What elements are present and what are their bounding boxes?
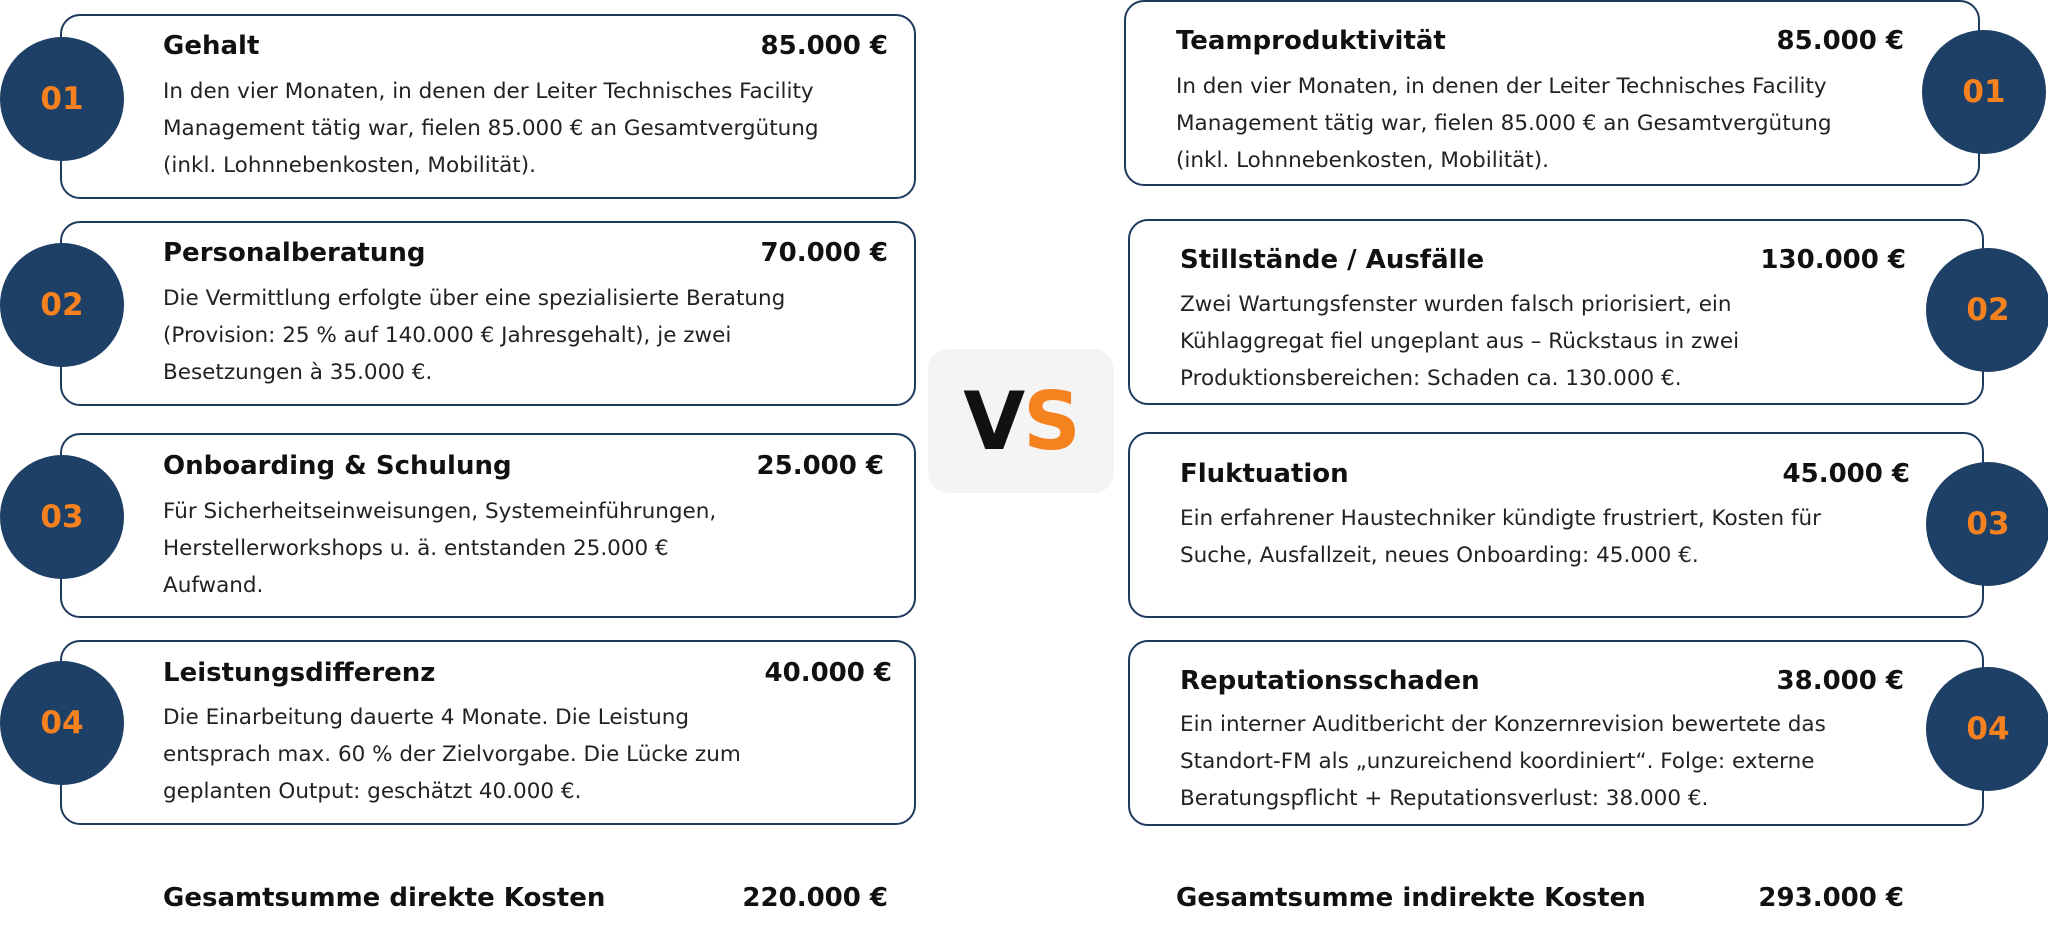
right-number-badge-3: 03: [1926, 462, 2048, 586]
versus-letter-s: S: [1023, 374, 1079, 468]
left-item-description-1: In den vier Monaten, in denen der Leiter Technisches Facility Management tätig war, fielen 85.000 € an Gesamtvergütung (inkl. Lohnnebenkosten, Mobilität).: [163, 79, 819, 178]
total-indirect-costs-value: 293.000 €: [1758, 883, 1904, 913]
left-item-title-2: Personalberatung: [163, 238, 426, 268]
left-item-description-4: Die Einarbeitung dauerte 4 Monate. Die Leistung entsprach max. 60 % der Zielvorgabe. Die Lücke zum geplanten Output: geschätzt 40.000 €.: [163, 705, 741, 804]
right-item-title-1: Teamproduktivität: [1176, 26, 1446, 56]
left-item-description-3: Für Sicherheitseinweisungen, Systemeinführungen, Herstellerworkshops u. ä. entstanden 25.000 € Aufwand.: [163, 499, 717, 598]
left-number-badge-3: 03: [0, 455, 124, 579]
total-indirect-costs-label: Gesamtsumme indirekte Kosten: [1176, 883, 1646, 913]
left-item-title-1: Gehalt: [163, 31, 260, 61]
left-number-badge-2: 02: [0, 243, 124, 367]
versus-badge: [928, 349, 1114, 493]
left-item-amount-4: 40.000 €: [764, 658, 892, 688]
left-number-badge-4: 04: [0, 661, 124, 785]
left-number-badge-1: 01: [0, 37, 124, 161]
right-item-amount-1: 85.000 €: [1776, 26, 1904, 56]
right-number-badge-1: 01: [1922, 30, 2046, 154]
left-item-title-3: Onboarding & Schulung: [163, 451, 512, 481]
right-item-title-3: Fluktuation: [1180, 459, 1349, 489]
versus-letter-v: V: [963, 374, 1024, 468]
right-item-amount-2: 130.000 €: [1760, 245, 1906, 275]
right-number-badge-4: 04: [1926, 667, 2048, 791]
right-item-amount-4: 38.000 €: [1776, 666, 1904, 696]
left-item-title-4: Leistungsdifferenz: [163, 658, 436, 688]
left-item-description-2: Die Vermittlung erfolgte über eine spezialisierte Beratung (Provision: 25 % auf 140.000 € Jahresgehalt), je zwei Besetzungen à 35.000 €.: [163, 286, 786, 385]
left-item-amount-2: 70.000 €: [760, 238, 888, 268]
left-item-amount-1: 85.000 €: [760, 31, 888, 61]
right-item-description-1: In den vier Monaten, in denen der Leiter Technisches Facility Management tätig war, fielen 85.000 € an Gesamtvergütung (inkl. Lohnnebenkosten, Mobilität).: [1176, 74, 1832, 173]
right-item-description-2: Zwei Wartungsfenster wurden falsch priorisiert, ein Kühlaggregat fiel ungeplant aus – Rückstaus in zwei Produktionsbereichen: Schaden ca. 130.000 €.: [1180, 292, 1740, 391]
left-item-amount-3: 25.000 €: [756, 451, 884, 481]
total-direct-costs-label: Gesamtsumme direkte Kosten: [163, 883, 606, 913]
right-item-description-4: Ein interner Auditbericht der Konzernrevision bewertete das Standort-FM als „unzureichend koordiniert“. Folge: externe Beratungspflicht + Reputationsverlust: 38.000 €.: [1180, 712, 1826, 811]
right-item-title-2: Stillstände / Ausfälle: [1180, 245, 1485, 275]
total-direct-costs-value: 220.000 €: [742, 883, 888, 913]
right-number-badge-2: 02: [1926, 248, 2048, 372]
right-item-title-4: Reputationsschaden: [1180, 666, 1480, 696]
right-item-amount-3: 45.000 €: [1782, 459, 1910, 489]
right-item-description-3: Ein erfahrener Haustechniker kündigte frustriert, Kosten für Suche, Ausfallzeit, neues Onboarding: 45.000 €.: [1180, 506, 1822, 568]
